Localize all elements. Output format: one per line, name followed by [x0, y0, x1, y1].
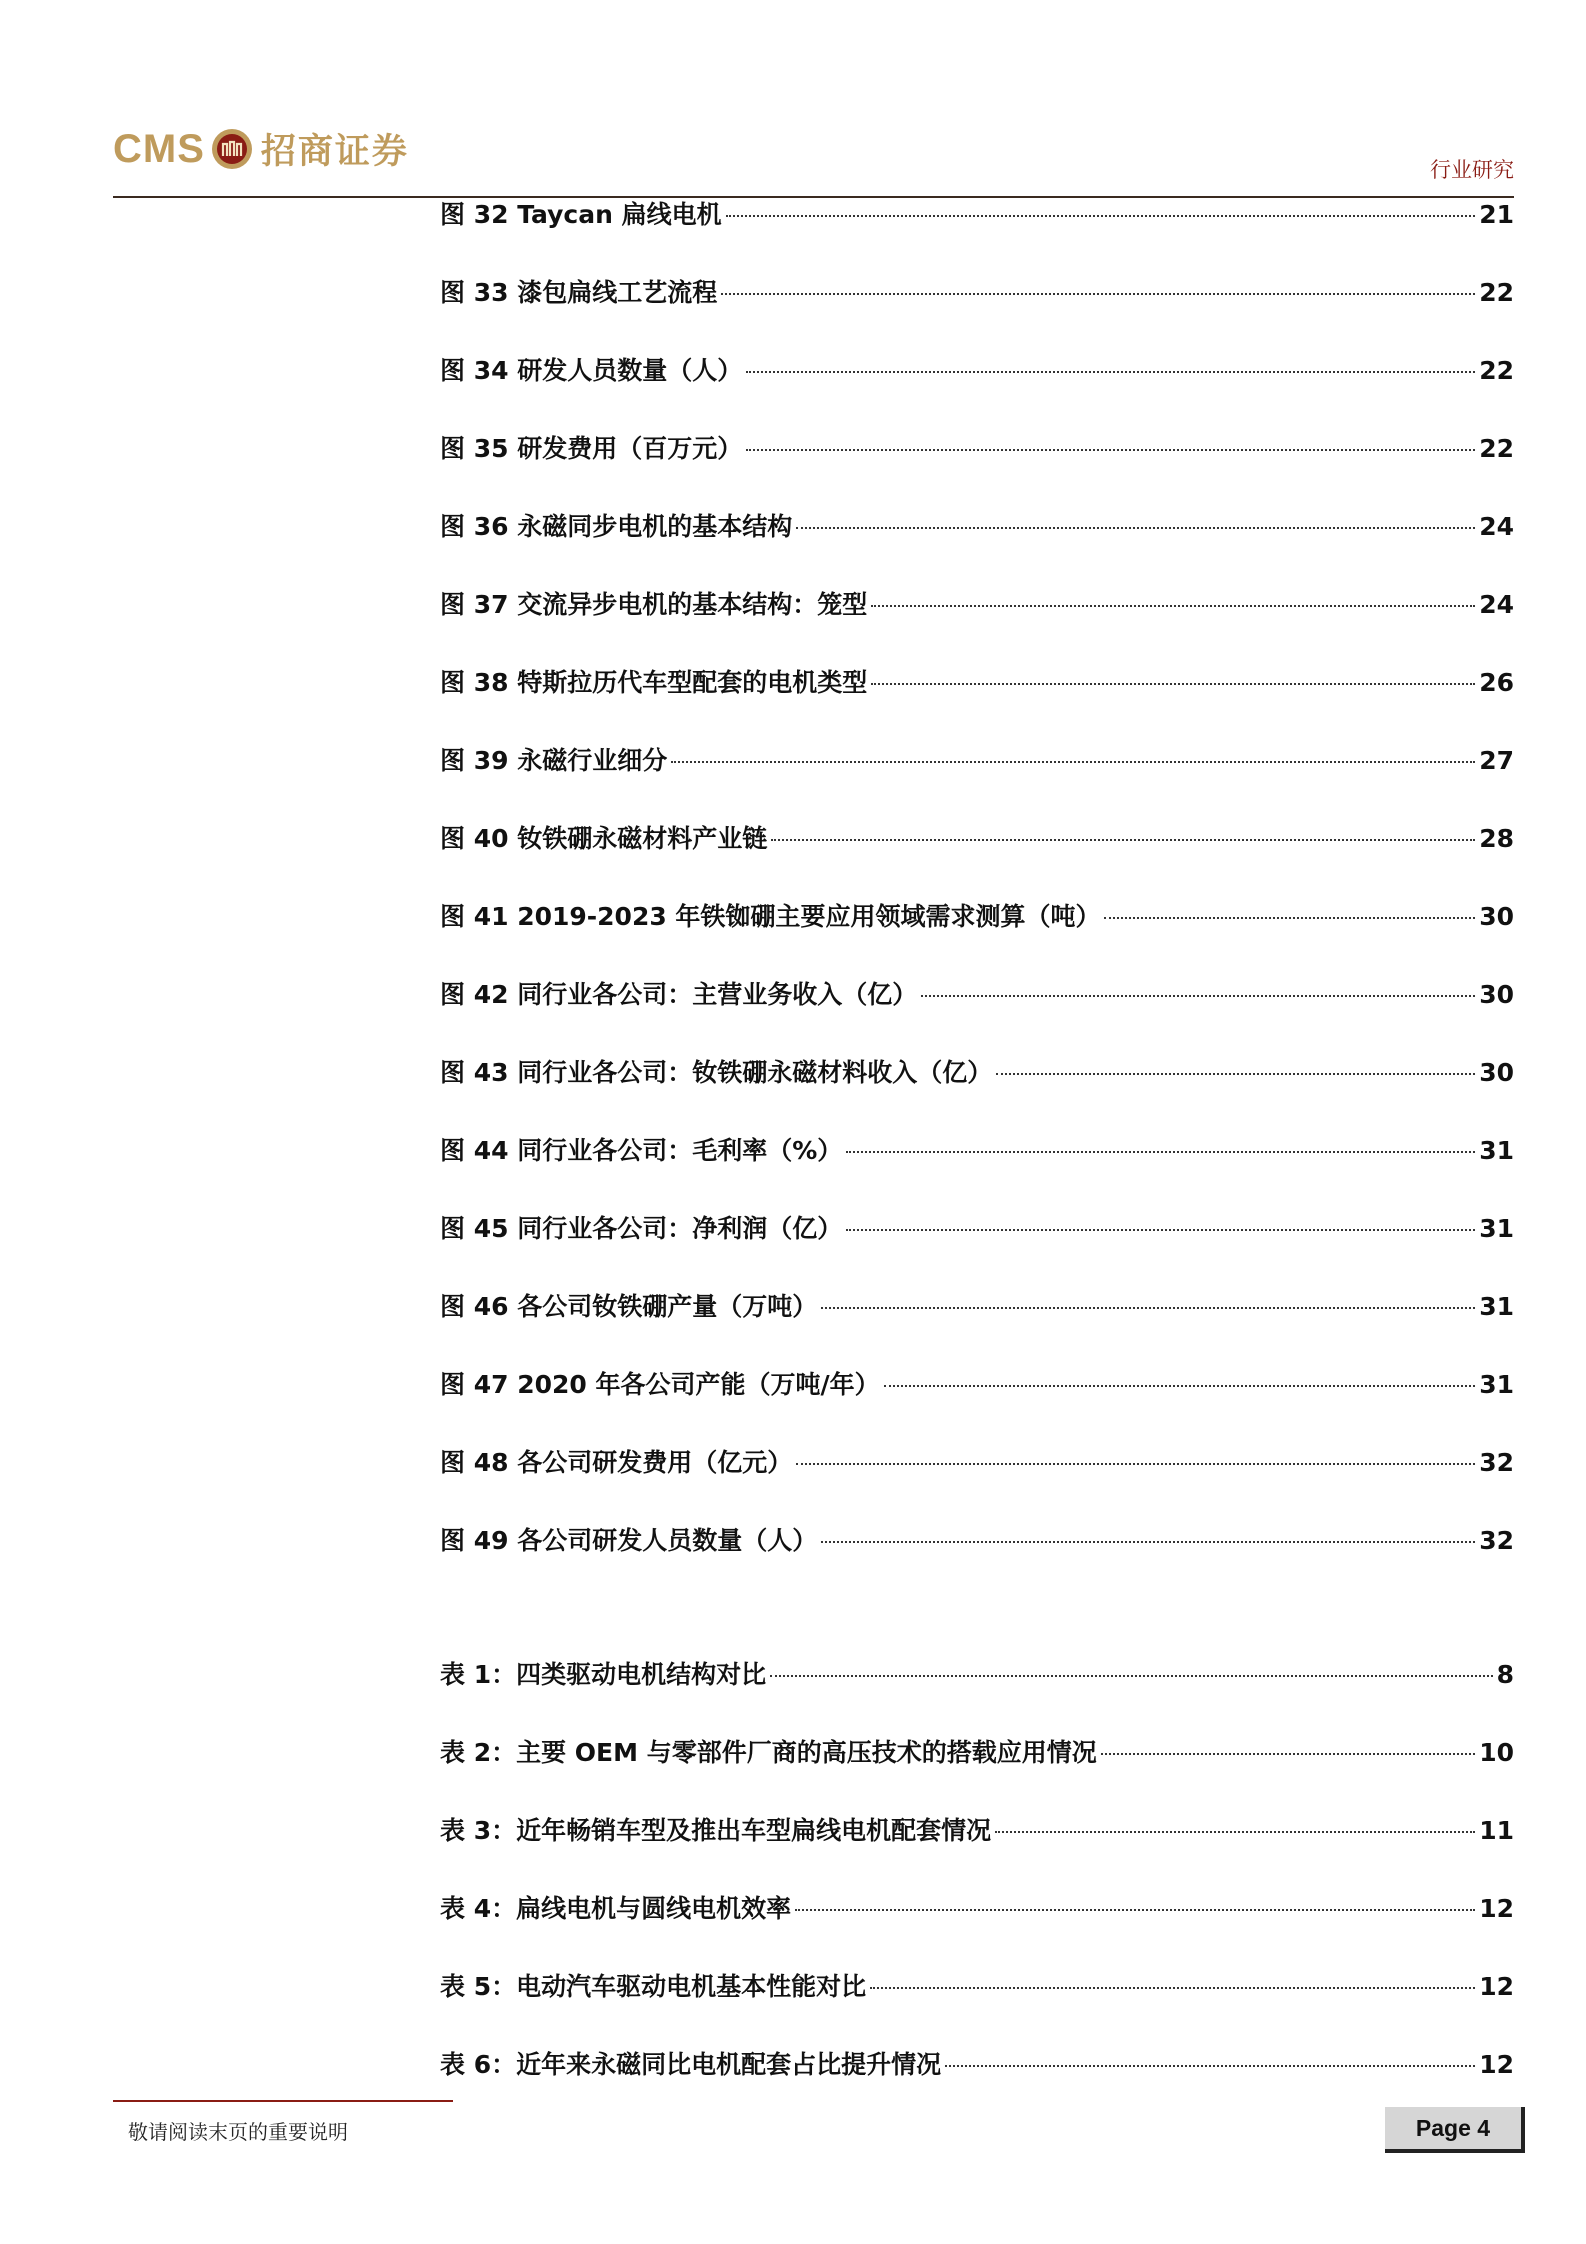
- toc-entry-page: 28: [1479, 824, 1514, 853]
- toc-entry-label: 图 46 各公司钕铁硼产量（万吨）: [440, 1292, 818, 1321]
- toc-entry-page: 12: [1479, 1972, 1514, 2001]
- toc-entry-page: 21: [1479, 200, 1514, 229]
- toc-entry-page: 26: [1479, 668, 1514, 697]
- toc-entry-label: 图 40 钕铁硼永磁材料产业链: [440, 824, 768, 853]
- figure-toc-row[interactable]: [440, 1443, 1514, 1521]
- toc-entry-label: 表 1：四类驱动电机结构对比: [440, 1660, 767, 1689]
- figure-toc-row[interactable]: [440, 1053, 1514, 1131]
- dot-leader: [871, 683, 1475, 685]
- dot-leader: [995, 1831, 1475, 1833]
- dot-leader: [884, 1385, 1476, 1387]
- toc-entry-label: 图 32 Taycan 扁线电机: [440, 200, 722, 229]
- toc-entry-page: 27: [1479, 746, 1514, 775]
- dot-leader: [746, 371, 1475, 373]
- toc-entry-page: 30: [1479, 980, 1514, 1009]
- figure-toc-row[interactable]: [440, 741, 1514, 819]
- toc-entry-page: 10: [1479, 1738, 1514, 1767]
- toc-entry-page: 31: [1479, 1370, 1514, 1399]
- dot-leader: [821, 1307, 1475, 1309]
- toc-entry-page: 24: [1479, 512, 1514, 541]
- figure-toc-row[interactable]: [440, 819, 1514, 897]
- page-header: [113, 118, 1514, 198]
- dot-leader: [796, 527, 1475, 529]
- section-label: 行业研究: [1430, 158, 1514, 182]
- page-number-badge: Page 4: [1385, 2107, 1525, 2153]
- figure-toc-row[interactable]: [440, 1131, 1514, 1209]
- toc-entry-label: 图 38 特斯拉历代车型配套的电机类型: [440, 668, 868, 697]
- toc-entry-page: 8: [1496, 1660, 1514, 1689]
- toc-entry-label: 图 34 研发人员数量（人）: [440, 356, 743, 385]
- toc-entry-label: 图 45 同行业各公司：净利润（亿）: [440, 1214, 843, 1243]
- dot-leader: [1104, 917, 1475, 919]
- figure-toc-row[interactable]: [440, 663, 1514, 741]
- dot-leader: [726, 215, 1476, 217]
- toc-entry-label: 表 3：近年畅销车型及推出车型扁线电机配套情况: [440, 1816, 992, 1845]
- toc-entry-page: 31: [1479, 1214, 1514, 1243]
- toc-entry-label: 图 41 2019-2023 年铁铷硼主要应用领域需求测算（吨）: [440, 902, 1101, 931]
- dot-leader: [796, 1463, 1475, 1465]
- dot-leader: [746, 449, 1475, 451]
- disclaimer-note: 敬请阅读末页的重要说明: [128, 2120, 348, 2144]
- figure-toc-row[interactable]: [440, 1209, 1514, 1287]
- dot-leader: [1101, 1753, 1475, 1755]
- toc-entry-page: 30: [1479, 902, 1514, 931]
- table-toc-row[interactable]: [440, 1811, 1514, 1889]
- toc-entry-label: 图 49 各公司研发人员数量（人）: [440, 1526, 818, 1555]
- dot-leader: [870, 1987, 1475, 1989]
- figure-toc-row[interactable]: [440, 897, 1514, 975]
- toc-entry-page: 12: [1479, 2050, 1514, 2079]
- toc-entry-page: 31: [1479, 1292, 1514, 1321]
- toc-entry-label: 图 35 研发费用（百万元）: [440, 434, 743, 463]
- toc-entry-label: 图 37 交流异步电机的基本结构：笼型: [440, 590, 868, 619]
- dot-leader: [996, 1073, 1475, 1075]
- figure-toc-row[interactable]: [440, 1365, 1514, 1443]
- footer-divider: [113, 2100, 453, 2102]
- toc-entry-label: 图 42 同行业各公司：主营业务收入（亿）: [440, 980, 918, 1009]
- toc-entry-label: 图 43 同行业各公司：钕铁硼永磁材料收入（亿）: [440, 1058, 993, 1087]
- toc-entry-page: 12: [1479, 1894, 1514, 1923]
- toc-entry-page: 22: [1479, 278, 1514, 307]
- dot-leader: [770, 1675, 1492, 1677]
- dot-leader: [871, 605, 1475, 607]
- logo-chinese-text: 招商证券: [260, 132, 409, 172]
- toc-entry-page: 22: [1479, 434, 1514, 463]
- figure-toc-row[interactable]: [440, 195, 1514, 273]
- table-toc-row[interactable]: [440, 1655, 1514, 1733]
- table-of-contents: [440, 195, 1514, 2123]
- dot-leader: [795, 1909, 1475, 1911]
- toc-entry-page: 24: [1479, 590, 1514, 619]
- figure-toc-row[interactable]: [440, 429, 1514, 507]
- list-spacer: [440, 1599, 1514, 1655]
- logo-emblem-icon: [211, 128, 253, 170]
- table-toc-row[interactable]: [440, 2045, 1514, 2123]
- toc-entry-page: 11: [1479, 1816, 1514, 1845]
- figure-toc-row[interactable]: [440, 1521, 1514, 1599]
- figure-toc-row[interactable]: [440, 1287, 1514, 1365]
- table-toc-row[interactable]: [440, 1967, 1514, 2045]
- figure-toc-row[interactable]: [440, 585, 1514, 663]
- figure-toc-row[interactable]: [440, 351, 1514, 429]
- toc-entry-label: 图 48 各公司研发费用（亿元）: [440, 1448, 793, 1477]
- dot-leader: [921, 995, 1475, 997]
- toc-entry-label: 表 6：近年来永磁同比电机配套占比提升情况: [440, 2050, 942, 2079]
- toc-entry-label: 图 44 同行业各公司：毛利率（%）: [440, 1136, 843, 1165]
- toc-entry-label: 图 47 2020 年各公司产能（万吨/年）: [440, 1370, 880, 1399]
- table-toc-row[interactable]: [440, 1733, 1514, 1811]
- cms-logo: [113, 118, 409, 180]
- toc-entry-label: 图 39 永磁行业细分: [440, 746, 668, 775]
- table-list: [440, 1655, 1514, 2123]
- table-toc-row[interactable]: [440, 1889, 1514, 1967]
- dot-leader: [721, 293, 1475, 295]
- toc-entry-page: 32: [1479, 1526, 1514, 1555]
- figure-toc-row[interactable]: [440, 273, 1514, 351]
- dot-leader: [945, 2065, 1475, 2067]
- toc-entry-label: 表 2：主要 OEM 与零部件厂商的高压技术的搭载应用情况: [440, 1738, 1097, 1767]
- toc-entry-label: 图 33 漆包扁线工艺流程: [440, 278, 718, 307]
- toc-entry-page: 22: [1479, 356, 1514, 385]
- figure-toc-row[interactable]: [440, 507, 1514, 585]
- figure-toc-row[interactable]: [440, 975, 1514, 1053]
- toc-entry-page: 31: [1479, 1136, 1514, 1165]
- dot-leader: [671, 761, 1475, 763]
- dot-leader: [771, 839, 1475, 841]
- figure-list: [440, 195, 1514, 1599]
- logo-latin-text: CMS: [113, 126, 205, 171]
- dot-leader: [846, 1151, 1475, 1153]
- dot-leader: [846, 1229, 1475, 1231]
- dot-leader: [821, 1541, 1475, 1543]
- toc-entry-label: 图 36 永磁同步电机的基本结构: [440, 512, 793, 541]
- toc-entry-page: 32: [1479, 1448, 1514, 1477]
- toc-entry-page: 30: [1479, 1058, 1514, 1087]
- toc-entry-label: 表 5：电动汽车驱动电机基本性能对比: [440, 1972, 867, 2001]
- toc-entry-label: 表 4：扁线电机与圆线电机效率: [440, 1894, 792, 1923]
